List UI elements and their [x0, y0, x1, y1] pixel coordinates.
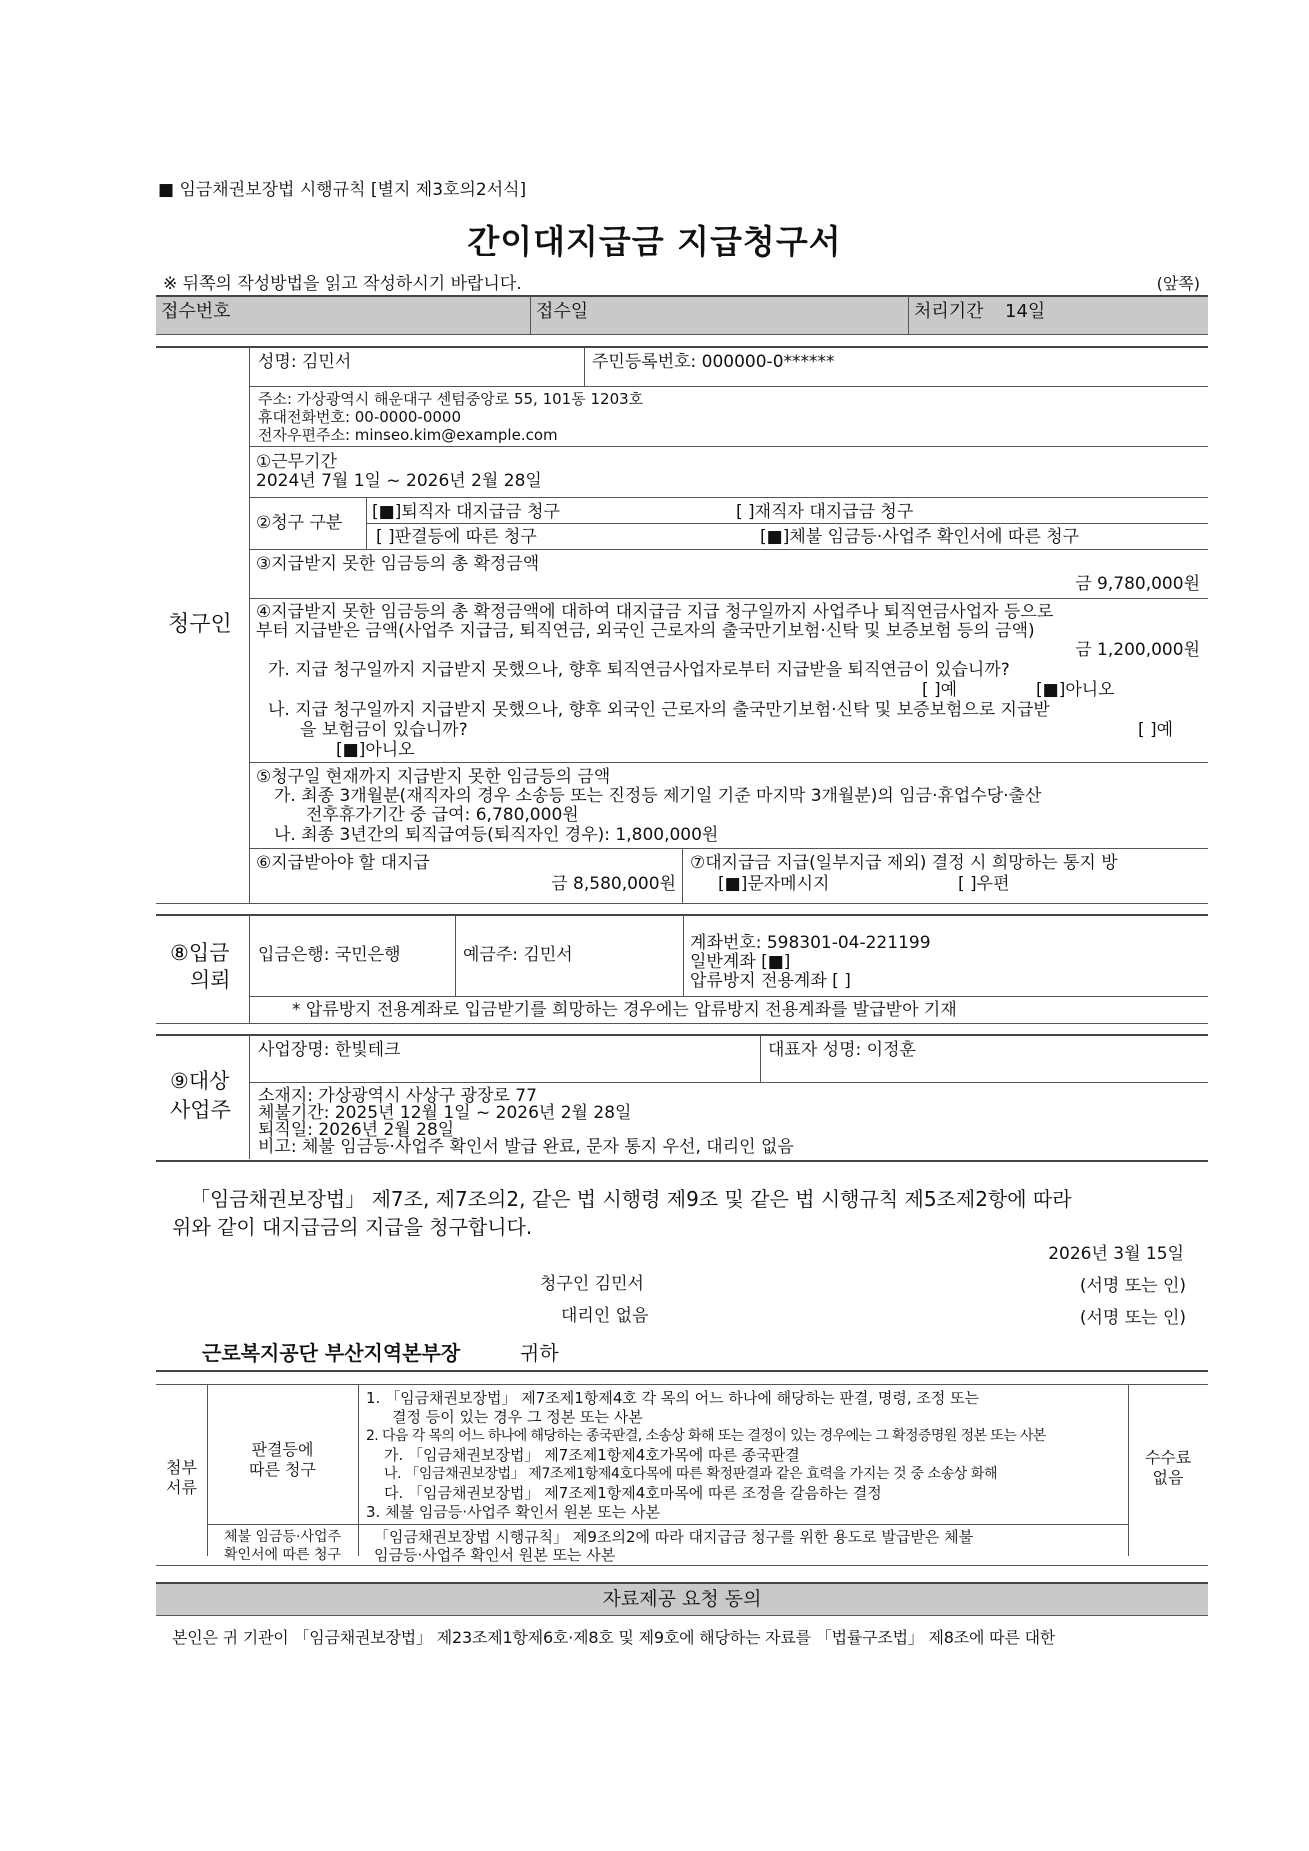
attachment-row2-line2: 임금등·사업주 확인서 원본 또는 사본: [374, 1546, 616, 1564]
attachment-row1-item1-cont: 결정 등이 있는 경우 그 정본 또는 사본: [392, 1408, 643, 1426]
claimant-name: 성명: 김민서: [258, 352, 352, 372]
claimant-section-label: 청구인: [168, 612, 232, 637]
claimant-address: 주소: 가상광역시 해운대구 센텀중앙로 55, 101동 1203호: [258, 390, 644, 408]
attachment-row1-item2-ga: 가. 「임금채권보장법」 제7조제1항제4호가목에 따른 종국판결: [384, 1446, 800, 1464]
declaration-agent: 대리인 없음: [561, 1306, 649, 1326]
employer-remarks: 비고: 체불 임금등·사업주 확인서 발급 완료, 문자 통지 우선, 대리인 없음: [258, 1137, 794, 1157]
deposit-holder: 예금주: 김민서: [463, 945, 573, 965]
question-ga: 가. 지급 청구일까지 지급받지 못했으나, 향후 퇴직연금사업자로부터 지급받을 퇴직연금이 있습니까?: [268, 660, 1010, 680]
employer-business-name: 사업장명: 한빛테크: [258, 1040, 401, 1060]
page-side-label: (앞쪽): [1156, 274, 1200, 293]
declaration-line1: 「임금채권보장법」 제7조, 제7조의2, 같은 법 시행령 제9조 및 같은 법 시행규칙 제5조제2항에 따라: [190, 1187, 1072, 1211]
declaration-date: 2026년 3월 15일: [1048, 1244, 1184, 1264]
unpaid-total-label: ③지급받지 못한 임금등의 총 확정금액: [256, 554, 540, 574]
employer-unpaid-period: 체불기간: 2025년 12월 1일 ~ 2026년 2월 28일: [258, 1103, 632, 1123]
received-amount-value: 금 1,200,000원: [1075, 640, 1200, 660]
attachment-row2-label2: 확인서에 따른 청구: [223, 1547, 342, 1563]
addressee-honorific: 귀하: [520, 1341, 559, 1365]
unpaid-now-label: ⑤청구일 현재까지 지급받지 못한 임금등의 금액: [256, 767, 611, 787]
attachment-row2-label1: 체불 임금등·사업주: [223, 1529, 342, 1545]
attachment-row2-line1: 「임금채권보장법 시행규칙」 제9조의2에 따라 대지급금 청구를 위한 용도로 발급받은 체불: [374, 1528, 974, 1546]
attachment-row1-item1: 1. 「임금채권보장법」 제7조제1항제4호 각 목의 어느 하나에 해당하는 판결, 명령, 조정 또는: [366, 1389, 980, 1407]
deposit-account-number: 계좌번호: 598301-04-221199: [690, 933, 931, 953]
unpaid-now-ga-line1: 가. 최종 3개월분(재직자의 경우 소송등 또는 진정등 제기일 기준 마지막 3개월분)의 임금·휴업수당·출산: [274, 786, 1042, 806]
attachments-label2: 서류: [166, 1478, 197, 1497]
processing-period-label: 처리기간: [914, 301, 984, 322]
attachment-row1-label1: 판결등에: [251, 1440, 314, 1459]
notice-sms-option[interactable]: [■]문자메시지: [718, 874, 830, 894]
deposit-general-account[interactable]: 일반계좌 [■]: [690, 952, 791, 972]
receipt-bar: [156, 296, 1208, 334]
page-title: 간이대지급금 지급청구서: [467, 222, 842, 261]
work-period-value: 2024년 7월 1일 ~ 2026년 2월 28일: [256, 471, 542, 491]
question-na-line2: 을 보험금이 있습니까?: [300, 720, 468, 740]
employer-location: 소재지: 가상광역시 사상구 광장로 77: [258, 1086, 537, 1106]
fee-value: 없음: [1152, 1468, 1184, 1487]
unpaid-now-na: 나. 최종 3년간의 퇴직급여등(퇴직자인 경우): 1,800,000원: [274, 825, 719, 845]
attachment-row1-item3: 3. 체불 임금등·사업주 확인서 원본 또는 사본: [366, 1503, 661, 1521]
claimant-rrn: 주민등록번호: 000000-0******: [592, 352, 835, 372]
question-na-yes[interactable]: [ ]예: [1138, 720, 1174, 740]
notice-method-label: ⑦대지급금 지급(일부지급 제외) 결정 시 희망하는 통지 방: [690, 853, 1118, 873]
consent-title: 자료제공 요청 동의: [602, 1588, 762, 1610]
unpaid-now-ga-line2: 전후휴가기간 중 급여: 6,780,000원: [306, 805, 579, 825]
employer-section-label1: ⑨대상: [170, 1069, 230, 1093]
question-na-line1: 나. 지급 청구일까지 지급받지 못했으나, 향후 외국인 근로자의 출국만기보험·신탁 및 보증보험으로 지급받: [268, 700, 1050, 720]
claim-type-confirmation[interactable]: [■]체불 임금등·사업주 확인서에 따른 청구: [760, 527, 1080, 547]
claimant-email: 전자우편주소: minseo.kim@example.com: [258, 426, 558, 444]
claim-type-label: ②청구 구분: [256, 513, 343, 533]
employer-retire-date: 퇴직일: 2026년 2월 28일: [258, 1120, 455, 1140]
to-receive-label: ⑥지급받아야 할 대지급: [256, 853, 430, 873]
instruction-note: ※ 뒤쪽의 작성방법을 읽고 작성하시기 바랍니다.: [163, 274, 522, 294]
question-ga-no[interactable]: [■]아니오: [1036, 680, 1115, 700]
fee-label: 수수료: [1144, 1448, 1192, 1467]
signature-agent: (서명 또는 인): [1079, 1308, 1186, 1328]
work-period-label: ①근무기간: [256, 452, 337, 472]
form-reference: ■ 임금채권보장법 시행규칙 [별지 제3호의2서식]: [158, 180, 527, 200]
attachment-row1-item2-na: 나. 「임금채권보장법」 제7조제1항제4호다목에 따른 확정판결과 같은 효력을 가지는 것 중 소송상 화해: [384, 1466, 998, 1482]
deposit-section-label1: ⑧입금: [170, 941, 230, 965]
notice-mail-option[interactable]: [ ]우편: [958, 874, 1010, 894]
employer-representative: 대표자 성명: 이정훈: [768, 1040, 916, 1060]
attachments-label1: 첨부: [166, 1458, 197, 1477]
addressee: 근로복지공단 부산지역본부장: [202, 1341, 461, 1365]
employer-section-label2: 사업주: [170, 1098, 231, 1122]
deposit-note: * 압류방지 전용계좌로 입금받기를 희망하는 경우에는 압류방지 전용계좌를 발급받아 기재: [292, 1000, 957, 1020]
deposit-bank: 입금은행: 국민은행: [258, 945, 401, 965]
declaration-line2: 위와 같이 대지급금의 지급을 청구합니다.: [172, 1215, 533, 1239]
deposit-protected-account[interactable]: 압류방지 전용계좌 [ ]: [690, 971, 851, 991]
attachment-row1-label2: 따른 청구: [249, 1460, 316, 1479]
received-amount-line2: 부터 지급받은 금액(사업주 지급금, 퇴직연금, 외국인 근로자의 출국만기보험·신탁 및 보증보험 등의 금액): [256, 621, 1035, 641]
receipt-date-label: 접수일: [536, 301, 589, 322]
unpaid-total-value: 금 9,780,000원: [1075, 574, 1200, 594]
processing-period-value: 14일: [1005, 301, 1046, 322]
received-amount-line1: ④지급받지 못한 임금등의 총 확정금액에 대하여 대지급금 지급 청구일까지 사업주나 퇴직연금사업자 등으로: [256, 602, 1054, 622]
attachment-row1-item2-da: 다. 「임금채권보장법」 제7조제1항제4호마목에 따른 조정을 갈음하는 결정: [384, 1484, 882, 1502]
claim-type-employed[interactable]: [ ]재직자 대지급금 청구: [736, 502, 914, 522]
receipt-number-label: 접수번호: [161, 301, 231, 322]
signature-claimant: (서명 또는 인): [1079, 1276, 1186, 1296]
claim-type-retired[interactable]: [■]퇴직자 대지급금 청구: [372, 502, 560, 522]
to-receive-value: 금 8,580,000원: [551, 874, 676, 894]
question-ga-yes[interactable]: [ ]예: [922, 680, 958, 700]
question-na-no[interactable]: [■]아니오: [336, 740, 415, 760]
consent-text: 본인은 귀 기관이 「임금채권보장법」 제23조제1항제6호·제8호 및 제9호에 해당하는 자료를 「법률구조법」 제8조에 따른 대한: [172, 1628, 1056, 1647]
declaration-claimant: 청구인 김민서: [540, 1274, 644, 1294]
claimant-phone: 휴대전화번호: 00-0000-0000: [258, 408, 462, 426]
attachment-row1-item2: 2. 다음 각 목의 어느 하나에 해당하는 종국판결, 소송상 화해 또는 결정이 있는 경우에는 그 확정증명원 정본 또는 사본: [366, 1428, 1046, 1444]
claim-type-judgment[interactable]: [ ]판결등에 따른 청구: [376, 527, 537, 547]
deposit-section-label2: 의뢰: [190, 968, 231, 992]
